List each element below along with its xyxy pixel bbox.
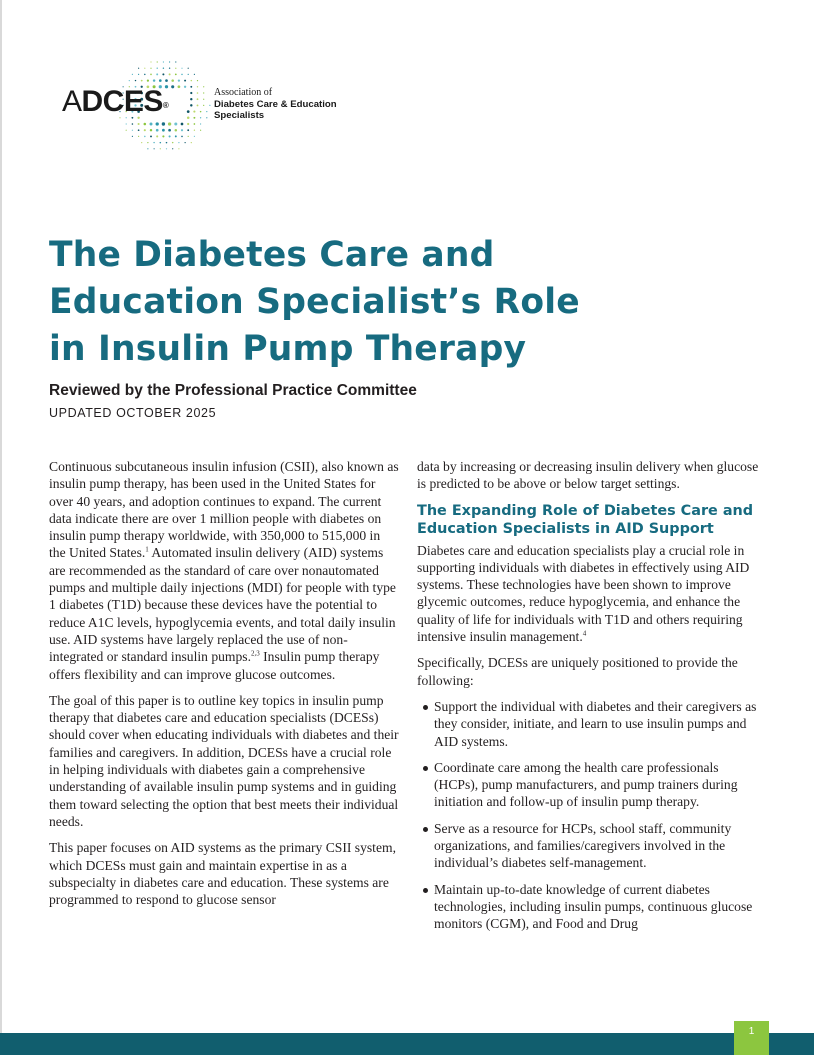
- logo-dot: [157, 68, 158, 69]
- logo-dot: [203, 105, 204, 106]
- intro-paragraph: [49, 458, 399, 683]
- logo-dot: [175, 68, 176, 69]
- logo-dot: [132, 123, 134, 125]
- logo-dot: [156, 129, 159, 132]
- logo-dot: [193, 111, 195, 113]
- intro-text-b: Automated insulin delivery (AID) systems are recommended as the standard of care over nonautomated pumps and multiple daily injections (MDI) for people with type 1 diabetes (T1D) because these devices have the potential to reduce A1C levels, hypoglycemia events, and total daily insulin use. AID systems have largely replaced the use of non-integrated or standard insulin pumps.: [49, 545, 396, 665]
- logo-dot: [171, 85, 174, 88]
- logo-dot: [174, 122, 177, 125]
- logo-dot: [160, 148, 161, 149]
- logo-dot: [171, 79, 174, 82]
- logo-dot: [160, 142, 162, 144]
- logo-organization-name: [214, 87, 364, 122]
- logo-dot: [138, 123, 140, 125]
- logo-dot: [200, 117, 201, 118]
- logo-dot: [162, 135, 164, 137]
- list-item: Support the individual with diabetes and their caregivers as they consider, initiate, and learn to use insulin pumps and AID systems.: [417, 698, 762, 750]
- role-text: Diabetes care and education specialists play a crucial role in supporting individuals with diabetes in effectively using AID systems. These technologies have been shown to improve glycemic outcomes, reduce hypoglycemia, and enhance the quality of life for individuals with T1D and others requiring intensive insulin management.: [417, 542, 750, 645]
- logo-dot: [200, 111, 202, 113]
- citation-4: 4: [582, 629, 587, 638]
- title-line-1: The Diabetes Care and: [49, 235, 495, 275]
- logo-dot: [169, 61, 170, 62]
- logo-dot: [206, 111, 207, 112]
- logo-dot: [150, 135, 152, 137]
- logo-dot: [175, 61, 176, 62]
- logo-dot: [169, 68, 170, 69]
- logo-dot: [126, 130, 127, 131]
- logo-dot: [190, 104, 192, 106]
- logo-dot: [200, 123, 201, 124]
- logo-dot: [141, 80, 143, 82]
- list-item: Serve as a resource for HCPs, school staff, community organizations, and families/caregivers involved in the individual’s diabetes self-management.: [417, 820, 762, 872]
- logo-dot: [178, 85, 181, 88]
- logo-dot: [187, 129, 189, 131]
- specifically-paragraph: Specifically, DCESs are uniquely positioned to provide the following:: [417, 655, 738, 688]
- logo-dot: [150, 74, 152, 76]
- page-title: [49, 232, 689, 373]
- intro-text-c: Insulin pump therapy offers flexibility and can improve glucose outcomes.: [49, 649, 380, 682]
- logo-dot: [194, 136, 195, 137]
- continued-paragraph: data by increasing or decreasing insulin delivery when glucose is predicted to be above or below target settings.: [417, 459, 759, 492]
- logo-dot: [138, 136, 139, 137]
- logo-dot: [153, 79, 155, 81]
- title-line-2: Education Specialist’s Role: [49, 282, 580, 322]
- title-line-3: in Insulin Pump Therapy: [49, 329, 527, 369]
- logo-org-line1: Association of: [214, 87, 273, 98]
- logo-dot: [203, 92, 204, 93]
- logo-dot: [162, 129, 165, 132]
- logo-dot: [156, 135, 158, 137]
- registered-mark: ®: [162, 101, 169, 110]
- logo-dot: [144, 123, 147, 126]
- logo-dot: [168, 122, 171, 125]
- logo-dot: [147, 142, 148, 143]
- logo-dot: [135, 80, 136, 81]
- logo-dot: [132, 130, 133, 131]
- logo-dot: [150, 68, 151, 69]
- logo-dot: [147, 148, 148, 149]
- logo-dot: [181, 129, 183, 131]
- logo-dot: [184, 80, 186, 82]
- logo-dot: [190, 92, 192, 94]
- logo-dot: [187, 110, 190, 113]
- logo-dot: [187, 117, 190, 120]
- logo-dot: [138, 68, 139, 69]
- logo-dot: [154, 148, 155, 149]
- logo-dot: [150, 61, 151, 62]
- role-paragraph: [417, 542, 762, 646]
- logo-dot: [157, 61, 158, 62]
- logo-dot: [188, 136, 189, 137]
- logo-dot: [141, 142, 142, 143]
- intro-text-a: Continuous subcutaneous insulin infusion (CSII), also known as insulin pump therapy, has been used in the United States for over 40 years, and adoption continues to expand. The current data indicate there are over 1 million people with diabetes on insulin pump therapy worldwide, with 350,000 to 515,000 in the United States.: [49, 459, 399, 561]
- logo-dot: [206, 117, 207, 118]
- updated-date: UPDATED OCTOBER 2025: [49, 406, 217, 420]
- logo-dot: [153, 142, 154, 143]
- adces-logo: [62, 58, 362, 154]
- logo-dot: [169, 135, 171, 137]
- logo-dot: [144, 68, 145, 69]
- logo-dot: [197, 92, 199, 94]
- logo-wordmark-dces: DCES: [81, 85, 163, 118]
- logo-dot: [193, 117, 195, 119]
- logo-dot: [144, 129, 146, 131]
- logo-dot: [190, 86, 192, 88]
- section-heading: The Expanding Role of Diabetes Care and Education Specialists in AID Support: [417, 502, 754, 537]
- logo-org-line2: Diabetes Care & Education: [214, 98, 337, 110]
- logo-dot: [188, 68, 189, 69]
- logo-wordmark: [62, 85, 168, 119]
- reviewed-by: Reviewed by the Professional Practice Committee: [49, 382, 417, 399]
- logo-dot: [168, 129, 171, 132]
- logo-dot: [132, 136, 133, 137]
- footer-bar: [0, 1033, 814, 1055]
- logo-dot: [169, 73, 171, 75]
- logo-dot: [190, 98, 192, 100]
- logo-dot: [175, 129, 178, 132]
- logo-dot: [187, 123, 189, 125]
- logo-org-line3: Specialists: [214, 110, 265, 121]
- left-column: [49, 458, 399, 917]
- logo-dot: [203, 86, 204, 87]
- logo-dot: [188, 74, 189, 75]
- focus-paragraph: This paper focuses on AID systems as the primary CSII system, which DCESs must gain and maintain expertise in as a subspecialty in diabetes care and education. These systems are programmed to respond to glucose sensor: [49, 840, 396, 908]
- logo-dot: [172, 148, 173, 149]
- right-column: [417, 458, 762, 942]
- logo-dot: [162, 73, 164, 75]
- logo-dot: [166, 148, 167, 149]
- logo-dot: [162, 122, 165, 125]
- logo-dot: [184, 86, 186, 88]
- logo-dot: [194, 74, 195, 75]
- logo-dot: [144, 136, 146, 138]
- logo-dot: [203, 99, 204, 100]
- logo-dot: [144, 74, 146, 76]
- logo-dot: [132, 74, 133, 75]
- logo-dot: [178, 79, 180, 81]
- dces-role-list: [417, 698, 762, 933]
- logo-dot: [178, 142, 179, 143]
- logo-dot: [163, 67, 164, 68]
- logo-dot: [159, 79, 162, 82]
- citation-1: 1: [145, 545, 149, 554]
- logo-dot: [209, 105, 210, 106]
- logo-dot: [181, 123, 184, 126]
- logo-dot: [191, 142, 192, 143]
- logo-dot: [200, 130, 201, 131]
- logo-dot: [197, 86, 198, 87]
- logo-dot: [191, 80, 192, 81]
- page-edge: [0, 0, 2, 1055]
- logo-dot: [163, 61, 164, 62]
- logo-dot: [126, 123, 127, 124]
- logo-dot: [175, 73, 177, 75]
- logo-dot: [156, 122, 159, 125]
- logo-dot: [197, 104, 199, 106]
- logo-wordmark-a: A: [62, 85, 82, 118]
- logo-dot: [150, 129, 152, 131]
- logo-dot: [181, 136, 183, 138]
- logo-dot: [138, 74, 139, 75]
- logo-dot: [197, 98, 199, 100]
- logo-dot: [150, 123, 153, 126]
- logo-dot: [197, 80, 198, 81]
- citation-2-3: 2,3: [250, 649, 260, 658]
- logo-dot: [166, 142, 168, 144]
- logo-dot: [172, 142, 173, 143]
- logo-dot: [129, 80, 130, 81]
- logo-dot: [194, 130, 195, 131]
- logo-dot: [185, 142, 186, 143]
- list-item: Maintain up-to-date knowledge of current diabetes technologies, including insulin pumps, continuous glucose monitors (CGM), and Food and Drug: [417, 881, 762, 933]
- goal-paragraph: The goal of this paper is to outline key topics in insulin pump therapy that diabetes care and education specialists (DCESs) should cover when educating individuals with diabetes and their families and caregivers. In addition, DCESs have a crucial role in helping individuals with diabetes gain a comprehensive understanding of available insulin pump systems and in guiding them toward selecting the option that best meets their individual needs.: [49, 692, 399, 829]
- list-item: Coordinate care among the health care professionals (HCPs), pump manufacturers, and pump trainers during initiation and follow-up of insulin pump therapy.: [417, 759, 762, 811]
- logo-dot: [178, 148, 179, 149]
- logo-dot: [165, 79, 168, 82]
- logo-dot: [194, 123, 196, 125]
- logo-dot: [138, 129, 140, 131]
- logo-dot: [156, 73, 158, 75]
- logo-dot: [175, 135, 177, 137]
- logo-dot: [181, 68, 182, 69]
- logo-dot: [147, 80, 149, 82]
- page-number: 1: [734, 1021, 769, 1055]
- logo-dot: [181, 74, 183, 76]
